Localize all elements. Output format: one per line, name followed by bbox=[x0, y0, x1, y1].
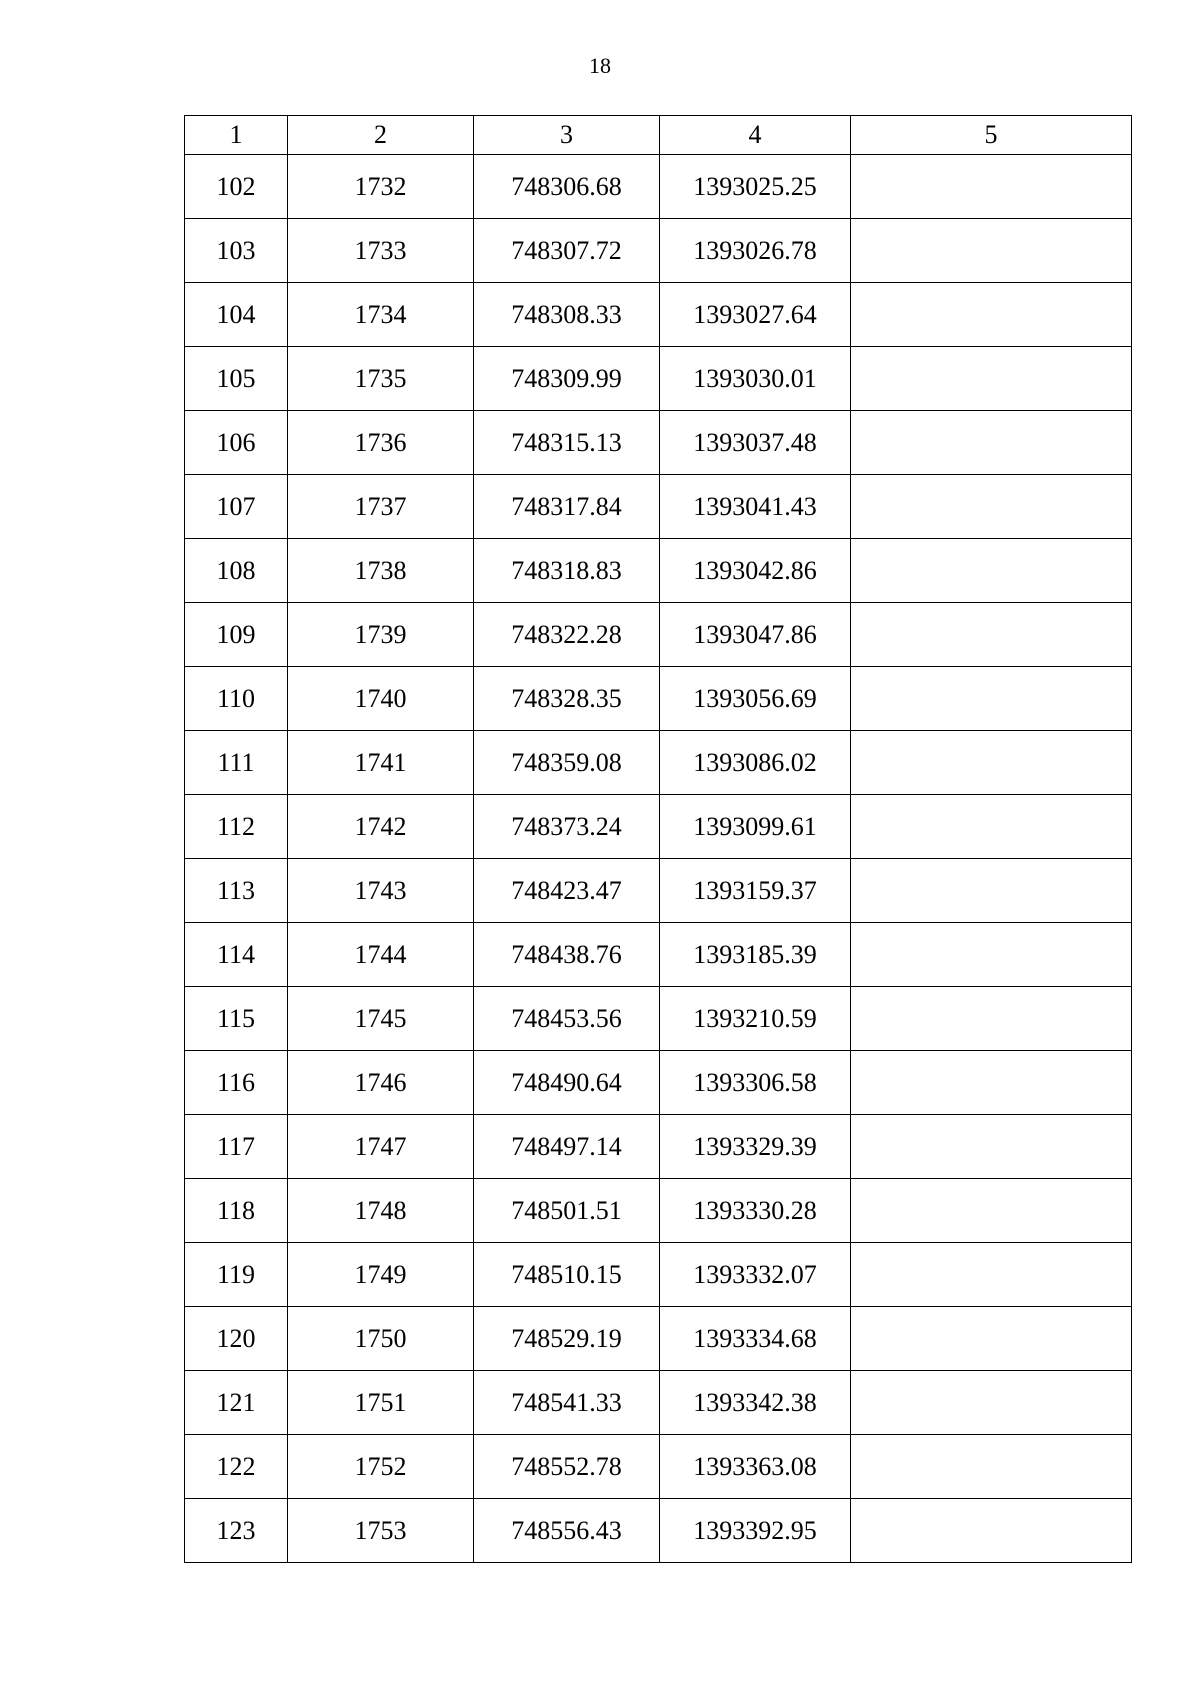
table-cell bbox=[851, 923, 1132, 987]
column-header: 4 bbox=[660, 116, 851, 155]
table-row bbox=[185, 1371, 1132, 1435]
column-header: 2 bbox=[288, 116, 474, 155]
table-cell: 1393041.43 bbox=[660, 475, 851, 539]
table-cell: 748322.28 bbox=[474, 603, 660, 667]
table-cell bbox=[851, 1435, 1132, 1499]
table-cell: 111 bbox=[185, 731, 288, 795]
table-cell: 748309.99 bbox=[474, 347, 660, 411]
table-cell: 118 bbox=[185, 1179, 288, 1243]
table-cell: 1393329.39 bbox=[660, 1115, 851, 1179]
table-cell: 1393056.69 bbox=[660, 667, 851, 731]
table-row bbox=[185, 667, 1132, 731]
table-cell: 1393086.02 bbox=[660, 731, 851, 795]
table-cell: 103 bbox=[185, 219, 288, 283]
table-cell: 748328.35 bbox=[474, 667, 660, 731]
table-cell: 1393185.39 bbox=[660, 923, 851, 987]
table-cell: 115 bbox=[185, 987, 288, 1051]
table-cell: 1393332.07 bbox=[660, 1243, 851, 1307]
table-cell: 110 bbox=[185, 667, 288, 731]
table-cell: 112 bbox=[185, 795, 288, 859]
table-cell: 748423.47 bbox=[474, 859, 660, 923]
table-cell: 113 bbox=[185, 859, 288, 923]
table-cell: 1737 bbox=[288, 475, 474, 539]
table-cell: 1747 bbox=[288, 1115, 474, 1179]
table-cell: 1733 bbox=[288, 219, 474, 283]
table-cell: 748308.33 bbox=[474, 283, 660, 347]
table-cell: 1734 bbox=[288, 283, 474, 347]
table-cell bbox=[851, 987, 1132, 1051]
table-cell bbox=[851, 283, 1132, 347]
table-cell bbox=[851, 1115, 1132, 1179]
table-cell: 1743 bbox=[288, 859, 474, 923]
table-cell bbox=[851, 475, 1132, 539]
table-cell bbox=[851, 219, 1132, 283]
page-number: 18 bbox=[589, 53, 611, 78]
table-cell: 1735 bbox=[288, 347, 474, 411]
table-row bbox=[185, 859, 1132, 923]
table-cell bbox=[851, 347, 1132, 411]
table-cell bbox=[851, 539, 1132, 603]
table-cell: 748318.83 bbox=[474, 539, 660, 603]
table-row bbox=[185, 283, 1132, 347]
table-row bbox=[185, 219, 1132, 283]
table-row bbox=[185, 795, 1132, 859]
table-cell bbox=[851, 1243, 1132, 1307]
column-header: 1 bbox=[185, 116, 288, 155]
column-header: 5 bbox=[851, 116, 1132, 155]
table-cell: 107 bbox=[185, 475, 288, 539]
table-cell: 748373.24 bbox=[474, 795, 660, 859]
table-cell: 1749 bbox=[288, 1243, 474, 1307]
table-cell: 1744 bbox=[288, 923, 474, 987]
table-cell: 748315.13 bbox=[474, 411, 660, 475]
table-header-row bbox=[185, 116, 1132, 155]
coordinates-table bbox=[184, 115, 1132, 1563]
table-cell bbox=[851, 1051, 1132, 1115]
table-cell: 1393330.28 bbox=[660, 1179, 851, 1243]
table-row bbox=[185, 1307, 1132, 1371]
table-row bbox=[185, 1115, 1132, 1179]
table-row bbox=[185, 923, 1132, 987]
table-cell: 105 bbox=[185, 347, 288, 411]
table-cell: 102 bbox=[185, 155, 288, 219]
table-cell: 122 bbox=[185, 1435, 288, 1499]
table-cell: 1745 bbox=[288, 987, 474, 1051]
table-row bbox=[185, 987, 1132, 1051]
table-cell: 106 bbox=[185, 411, 288, 475]
table-cell: 1393030.01 bbox=[660, 347, 851, 411]
table-body bbox=[185, 116, 1132, 1563]
table-cell: 1393306.58 bbox=[660, 1051, 851, 1115]
table-cell: 1393037.48 bbox=[660, 411, 851, 475]
table-cell: 104 bbox=[185, 283, 288, 347]
table-cell: 109 bbox=[185, 603, 288, 667]
table-cell: 1746 bbox=[288, 1051, 474, 1115]
table-cell: 748510.15 bbox=[474, 1243, 660, 1307]
table-cell: 748552.78 bbox=[474, 1435, 660, 1499]
table-cell: 1393042.86 bbox=[660, 539, 851, 603]
table-cell: 1393099.61 bbox=[660, 795, 851, 859]
table-cell: 748490.64 bbox=[474, 1051, 660, 1115]
table-row bbox=[185, 155, 1132, 219]
table-row bbox=[185, 539, 1132, 603]
table-row bbox=[185, 347, 1132, 411]
table-cell: 1752 bbox=[288, 1435, 474, 1499]
table-cell: 123 bbox=[185, 1499, 288, 1563]
table-cell: 1732 bbox=[288, 155, 474, 219]
table-cell bbox=[851, 1307, 1132, 1371]
table-cell: 1753 bbox=[288, 1499, 474, 1563]
table-cell: 117 bbox=[185, 1115, 288, 1179]
table-cell bbox=[851, 859, 1132, 923]
table-cell bbox=[851, 667, 1132, 731]
table-row bbox=[185, 1435, 1132, 1499]
table-row bbox=[185, 603, 1132, 667]
table-cell: 1393159.37 bbox=[660, 859, 851, 923]
table-cell: 1738 bbox=[288, 539, 474, 603]
table-row bbox=[185, 1051, 1132, 1115]
table-cell: 748529.19 bbox=[474, 1307, 660, 1371]
table-cell: 1393026.78 bbox=[660, 219, 851, 283]
table-cell: 748556.43 bbox=[474, 1499, 660, 1563]
table-cell: 748306.68 bbox=[474, 155, 660, 219]
table-row bbox=[185, 411, 1132, 475]
table-cell bbox=[851, 411, 1132, 475]
table-cell: 1393334.68 bbox=[660, 1307, 851, 1371]
table-cell: 1393363.08 bbox=[660, 1435, 851, 1499]
table-cell: 1739 bbox=[288, 603, 474, 667]
table-cell bbox=[851, 155, 1132, 219]
column-header: 3 bbox=[474, 116, 660, 155]
table-cell: 1741 bbox=[288, 731, 474, 795]
table-cell bbox=[851, 1371, 1132, 1435]
table-cell: 1393210.59 bbox=[660, 987, 851, 1051]
table-cell: 748317.84 bbox=[474, 475, 660, 539]
table-row bbox=[185, 475, 1132, 539]
table-cell: 1750 bbox=[288, 1307, 474, 1371]
table-cell: 120 bbox=[185, 1307, 288, 1371]
table-cell bbox=[851, 603, 1132, 667]
table-cell: 1736 bbox=[288, 411, 474, 475]
table-cell: 748438.76 bbox=[474, 923, 660, 987]
table-cell bbox=[851, 795, 1132, 859]
table-cell: 748501.51 bbox=[474, 1179, 660, 1243]
table-cell: 1748 bbox=[288, 1179, 474, 1243]
table-row bbox=[185, 731, 1132, 795]
table-cell: 1393025.25 bbox=[660, 155, 851, 219]
table-cell: 1393047.86 bbox=[660, 603, 851, 667]
table-cell: 121 bbox=[185, 1371, 288, 1435]
table-cell: 748453.56 bbox=[474, 987, 660, 1051]
table-cell: 1393392.95 bbox=[660, 1499, 851, 1563]
table-cell: 108 bbox=[185, 539, 288, 603]
table-cell: 748359.08 bbox=[474, 731, 660, 795]
table-cell: 1393342.38 bbox=[660, 1371, 851, 1435]
table-cell bbox=[851, 1499, 1132, 1563]
table-cell: 1740 bbox=[288, 667, 474, 731]
table-cell: 119 bbox=[185, 1243, 288, 1307]
table-cell: 114 bbox=[185, 923, 288, 987]
table-cell: 1751 bbox=[288, 1371, 474, 1435]
table-cell: 748541.33 bbox=[474, 1371, 660, 1435]
table-cell bbox=[851, 1179, 1132, 1243]
table-cell: 1393027.64 bbox=[660, 283, 851, 347]
table-cell bbox=[851, 731, 1132, 795]
table-cell: 748497.14 bbox=[474, 1115, 660, 1179]
table-row bbox=[185, 1243, 1132, 1307]
table-cell: 748307.72 bbox=[474, 219, 660, 283]
table-cell: 116 bbox=[185, 1051, 288, 1115]
table-row bbox=[185, 1179, 1132, 1243]
table-cell: 1742 bbox=[288, 795, 474, 859]
table-row bbox=[185, 1499, 1132, 1563]
